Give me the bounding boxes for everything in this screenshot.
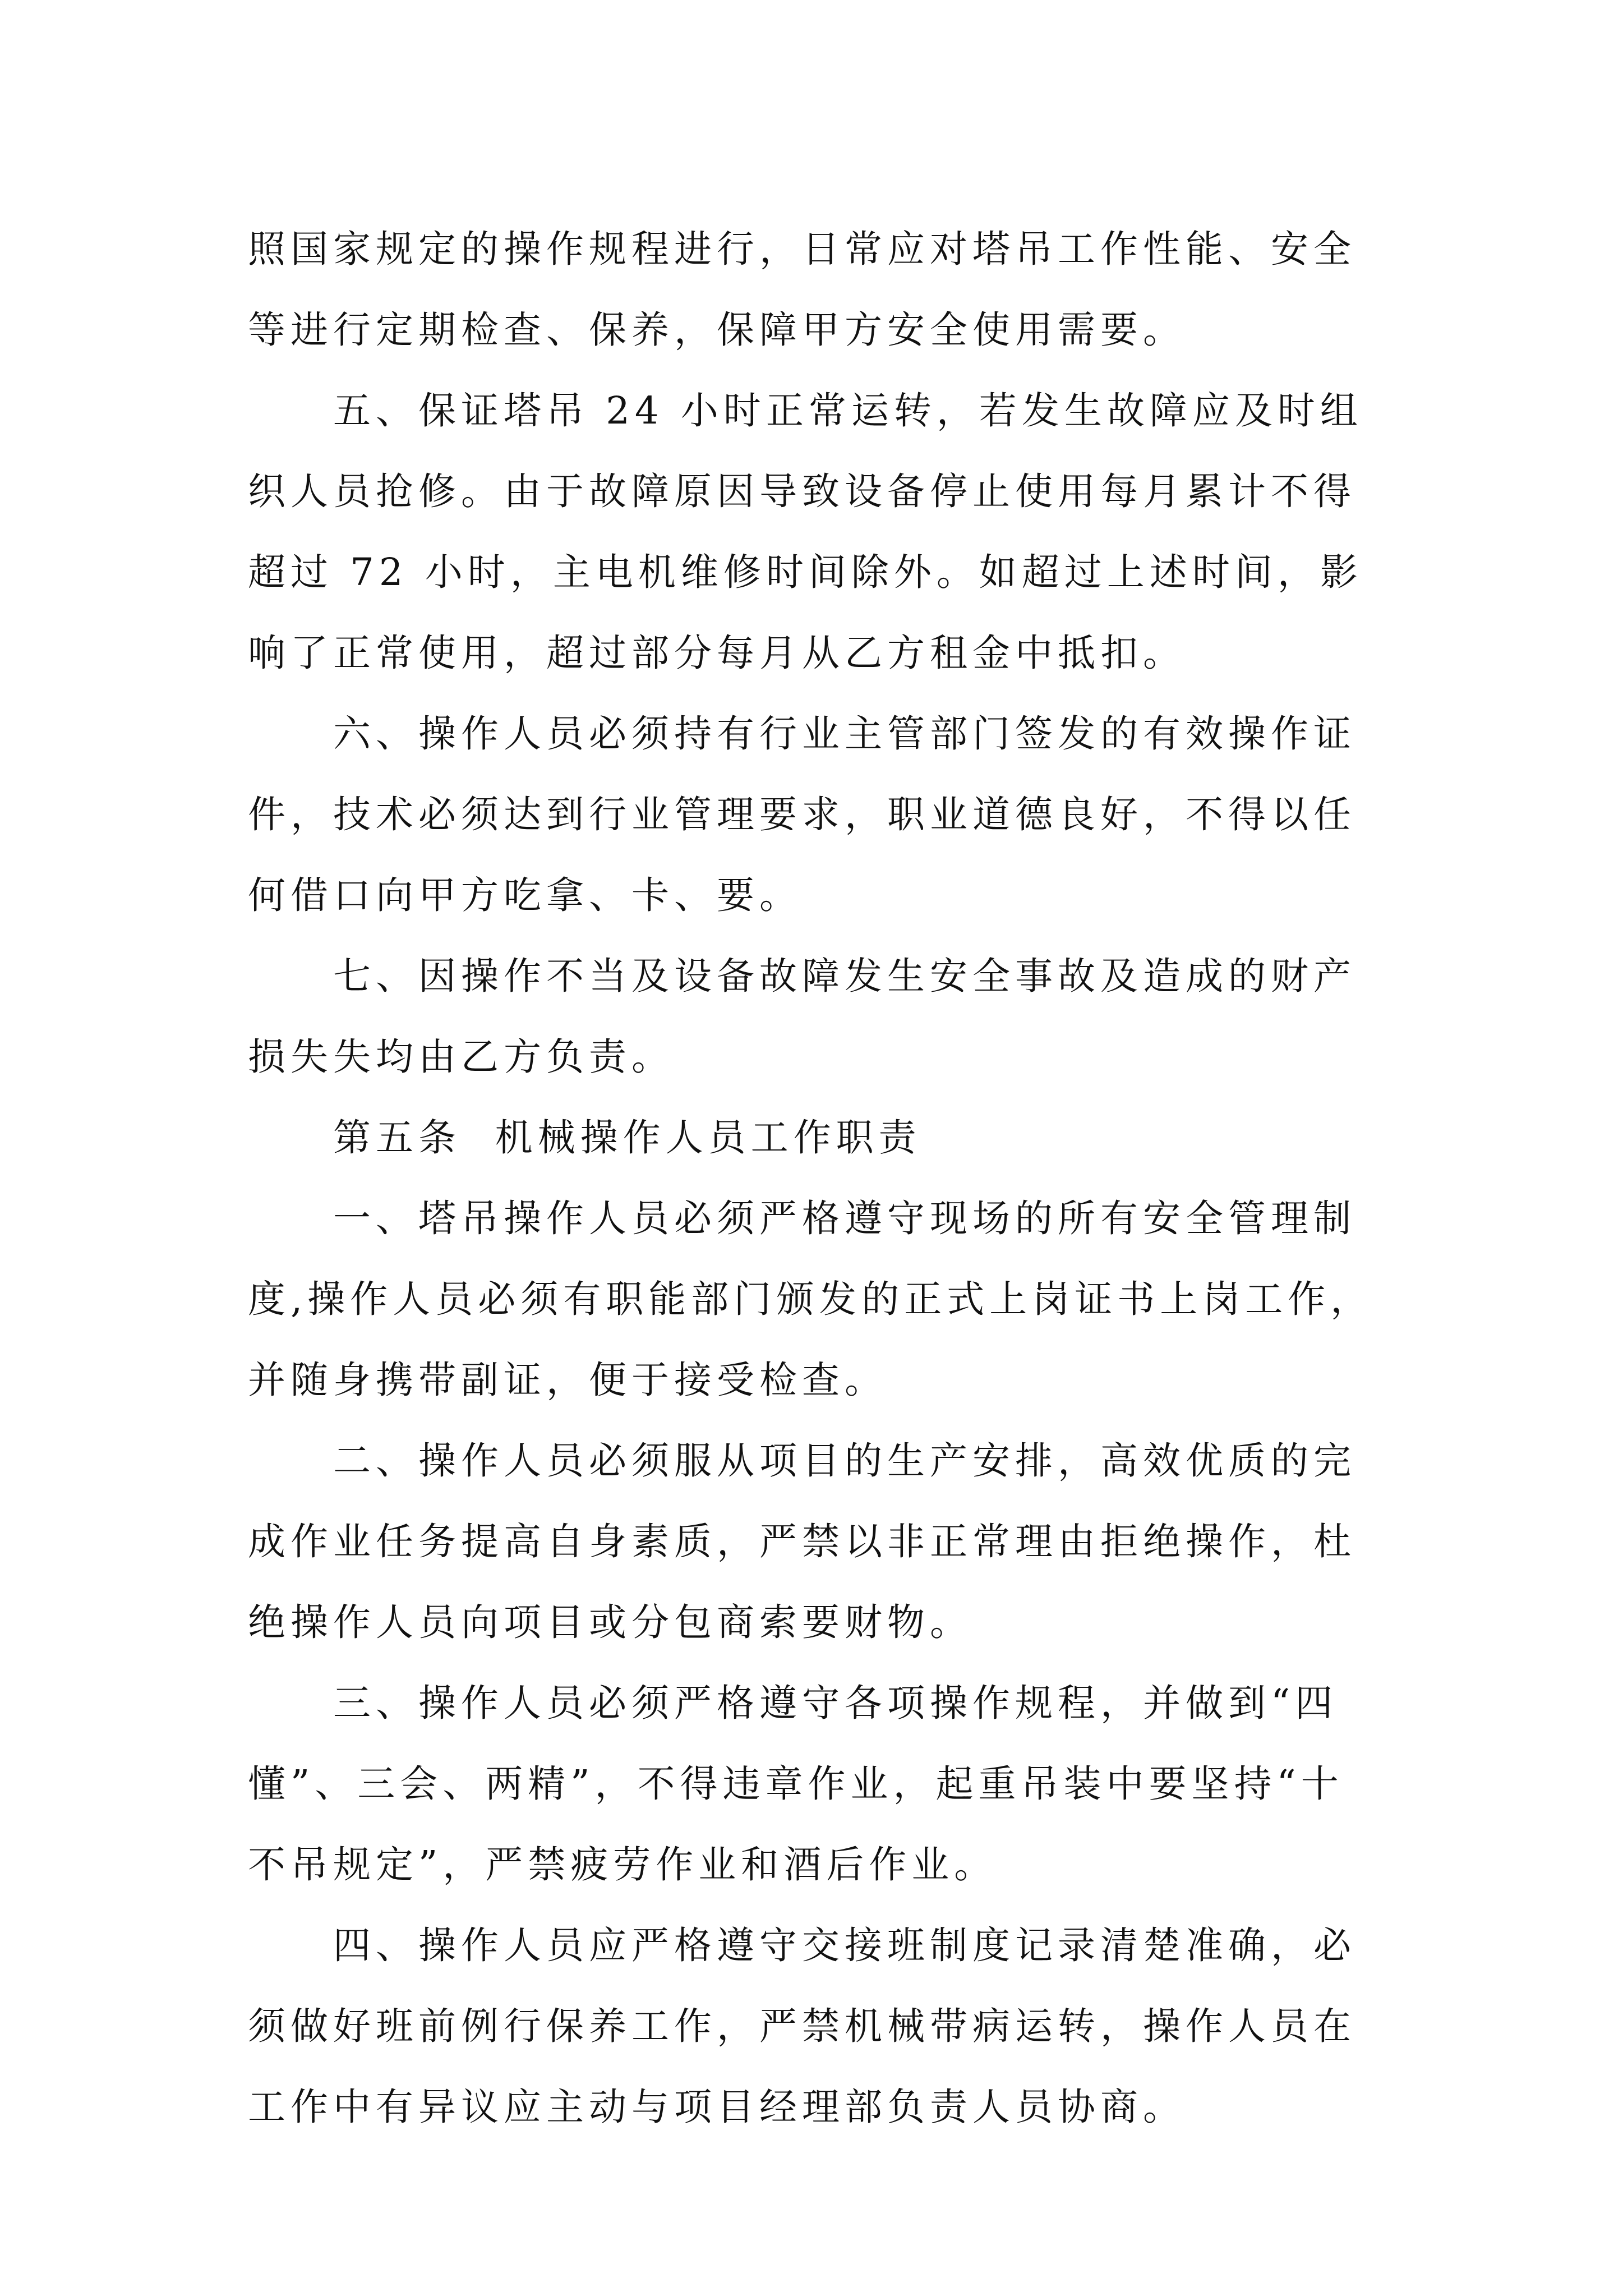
text-line: 度,操作人员必须有职能部门颁发的正式上岗证书上岗工作，: [248, 1277, 1373, 1321]
text-line: 四、操作人员应严格遵守交接班制度记录清楚准确，必: [333, 1924, 1356, 1967]
paragraph-item-5: [248, 370, 1382, 693]
text-line: 五、保证塔吊 24 小时正常运转，若发生故障应及时组: [333, 389, 1363, 432]
text-line: 何借口向甲方吃拿、卡、要。: [248, 873, 802, 917]
text-line: 七、因操作不当及设备故障发生安全事故及造成的财产: [333, 954, 1356, 998]
paragraph-duty-4: [248, 1905, 1382, 2147]
section-heading: 第五条 机械操作人员工作职责: [333, 1116, 921, 1159]
text-line: 须做好班前例行保养工作，严禁机械带病运转，操作人员在: [248, 2004, 1356, 2048]
text-line: 织人员抢修。由于故障原因导致设备停止使用每月累计不得: [248, 470, 1356, 513]
text-line: 件，技术必须达到行业管理要求，职业道德良好，不得以任: [248, 793, 1356, 836]
paragraph-duty-2: [248, 1420, 1382, 1663]
text-line: 照国家规定的操作规程进行，日常应对塔吊工作性能、安全: [248, 227, 1356, 271]
paragraph-duty-1: [248, 1178, 1382, 1420]
text-line: 六、操作人员必须持有行业主管部门签发的有效操作证: [333, 712, 1356, 756]
text-line: 二、操作人员必须服从项目的生产安排，高效优质的完: [333, 1439, 1356, 1483]
article-heading: [248, 1097, 1382, 1178]
text-line: 一、塔吊操作人员必须严格遵守现场的所有安全管理制: [333, 1197, 1356, 1240]
document-body: [248, 209, 1382, 2147]
text-line: 等进行定期检查、保养，保障甲方安全使用需要。: [248, 308, 1186, 352]
paragraph-item-6: [248, 693, 1382, 936]
text-line: 工作中有异议应主动与项目经理部负责人员协商。: [248, 2085, 1186, 2129]
paragraph-continuation: [248, 209, 1382, 370]
text-line: 响了正常使用，超过部分每月从乙方租金中抵扣。: [248, 631, 1186, 675]
paragraph-item-7: [248, 936, 1382, 1097]
text-line: 绝操作人员向项目或分包商索要财物。: [248, 1600, 972, 1644]
text-line: 懂”、三会、两精”，不得违章作业，起重吊装中要坚持“十: [248, 1762, 1344, 1806]
text-line: 并随身携带副证，便于接受检查。: [248, 1358, 887, 1402]
text-line: 损失失均由乙方负责。: [248, 1035, 674, 1079]
text-line: 三、操作人员必须严格遵守各项操作规程，并做到“四: [333, 1681, 1338, 1725]
text-line: 成作业任务提高自身素质，严禁以非正常理由拒绝操作，杜: [248, 1520, 1356, 1563]
text-line: 超过 72 小时，主电机维修时间除外。如超过上述时间，影: [248, 550, 1363, 594]
paragraph-duty-3: [248, 1663, 1382, 1905]
text-line: 不吊规定”，严禁疲劳作业和酒后作业。: [248, 1843, 997, 1887]
